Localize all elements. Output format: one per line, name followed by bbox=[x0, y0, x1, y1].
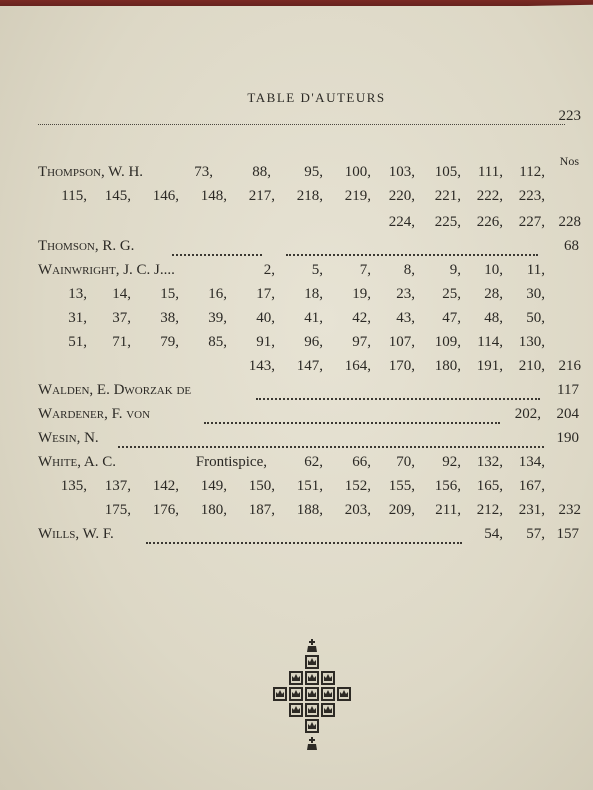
page-ref: 210, bbox=[518, 358, 545, 374]
page-ref: 130, bbox=[518, 334, 545, 350]
index-entry-wainwright-line-5 bbox=[0, 358, 593, 382]
page-ref: 95, bbox=[304, 164, 323, 180]
page-ref: 191, bbox=[476, 358, 503, 374]
page-ref: 39, bbox=[208, 310, 227, 326]
page-ref: 225, bbox=[434, 214, 461, 230]
page-ref: 202, bbox=[514, 406, 541, 422]
page-ref: 219, bbox=[344, 188, 371, 204]
page-ref: 137, bbox=[104, 478, 131, 494]
page-ref: 220, bbox=[388, 188, 415, 204]
index-entry-wainwright-line-1 bbox=[0, 262, 593, 286]
page-ref: 7, bbox=[359, 262, 371, 278]
page-ref: 143, bbox=[248, 358, 275, 374]
page-ref: 216 bbox=[558, 358, 581, 374]
leader-dots bbox=[286, 240, 538, 256]
index-entry-thompson-line-1 bbox=[0, 164, 593, 188]
page-ref: 51, bbox=[68, 334, 87, 350]
page-ref: 190 bbox=[556, 430, 579, 446]
page-ref: 222, bbox=[476, 188, 503, 204]
page-ref: 103, bbox=[388, 164, 415, 180]
page-ref: 109, bbox=[434, 334, 461, 350]
index-entry-white-line-3 bbox=[0, 502, 593, 526]
page-ref: 164, bbox=[344, 358, 371, 374]
index-entry-wills bbox=[0, 526, 593, 550]
page-ref: 170, bbox=[388, 358, 415, 374]
index-entry-wainwright-line-4 bbox=[0, 334, 593, 358]
page-ref: 2, bbox=[263, 262, 275, 278]
page-ref: 85, bbox=[208, 334, 227, 350]
page-ref: 96, bbox=[304, 334, 323, 350]
page-ref: 117 bbox=[557, 382, 579, 398]
page-ref: 228 bbox=[558, 214, 581, 230]
page-ref: 30, bbox=[526, 286, 545, 302]
nos-column-label: Nos bbox=[559, 154, 579, 168]
page-ref: 57, bbox=[526, 526, 545, 542]
leader-dots bbox=[256, 384, 540, 400]
page-ref: 10, bbox=[484, 262, 503, 278]
page-ref: 8, bbox=[403, 262, 415, 278]
index-entry-thompson-line-3 bbox=[0, 214, 593, 238]
leader-dots bbox=[146, 528, 462, 544]
index-entry-thomson bbox=[0, 238, 593, 262]
index-entry-wesin bbox=[0, 430, 593, 454]
page-ref: 107, bbox=[388, 334, 415, 350]
page-ref: 157 bbox=[556, 526, 579, 542]
page-ref: 145, bbox=[104, 188, 131, 204]
page-ref: 38, bbox=[160, 310, 179, 326]
page-ref: 227, bbox=[518, 214, 545, 230]
page-ref: 155, bbox=[388, 478, 415, 494]
page-ref: 217, bbox=[248, 188, 275, 204]
page-number: 223 bbox=[558, 108, 581, 124]
page-ref: 18, bbox=[304, 286, 323, 302]
author-name: Thompson, W. H. bbox=[38, 164, 144, 180]
page-ref: 11, bbox=[526, 262, 545, 278]
page-ref: 209, bbox=[388, 502, 415, 518]
page-ref: 231, bbox=[518, 502, 545, 518]
page-ref: 156, bbox=[434, 478, 461, 494]
page-ref: 232 bbox=[558, 502, 581, 518]
page-ref: 13, bbox=[68, 286, 87, 302]
page-ref: 218, bbox=[296, 188, 323, 204]
author-name: Wills, W. F. bbox=[38, 526, 114, 542]
page-ref: 50, bbox=[526, 310, 545, 326]
page-ref: 92, bbox=[442, 454, 461, 470]
page-ref: 187, bbox=[248, 502, 275, 518]
page-ref: 40, bbox=[256, 310, 275, 326]
page-ref: 43, bbox=[396, 310, 415, 326]
page-ref: 147, bbox=[296, 358, 323, 374]
page-ref: 66, bbox=[352, 454, 371, 470]
page-ref: 180, bbox=[434, 358, 461, 374]
index-entry-white-line-2 bbox=[0, 478, 593, 502]
book-page bbox=[0, 6, 593, 790]
page-ref: 203, bbox=[344, 502, 371, 518]
page-ref: 180, bbox=[200, 502, 227, 518]
index-entry-white-line-1 bbox=[0, 454, 593, 478]
page-ref: 212, bbox=[476, 502, 503, 518]
page-ref: 175, bbox=[104, 502, 131, 518]
author-name: Thomson, R. G. bbox=[38, 238, 135, 254]
page-ref: 15, bbox=[160, 286, 179, 302]
page-ref: 150, bbox=[248, 478, 275, 494]
page-ref: 68 bbox=[564, 238, 579, 254]
page-ref: 31, bbox=[68, 310, 87, 326]
page-ref: 188, bbox=[296, 502, 323, 518]
page-ref: 132, bbox=[476, 454, 503, 470]
page-ref: 70, bbox=[396, 454, 415, 470]
index-entry-thompson-line-2 bbox=[0, 188, 593, 212]
page-ref: 79, bbox=[160, 334, 179, 350]
leader-dots bbox=[118, 432, 544, 448]
page-ref: 105, bbox=[434, 164, 461, 180]
index-entry-wardener bbox=[0, 406, 593, 430]
author-name: Wesin, N. bbox=[38, 430, 99, 446]
page-ref: 223, bbox=[518, 188, 545, 204]
page-ref: 17, bbox=[256, 286, 275, 302]
page-ref: 115, bbox=[61, 188, 87, 204]
page-ref: 97, bbox=[352, 334, 371, 350]
page-ref: 224, bbox=[388, 214, 415, 230]
page-ref: 135, bbox=[60, 478, 87, 494]
page-ref: Frontispice, bbox=[195, 454, 267, 470]
header-rule bbox=[38, 124, 565, 125]
index-entry-wainwright-line-2 bbox=[0, 286, 593, 310]
author-name: Walden, E. Dworzak de bbox=[38, 382, 192, 398]
page-ref: 14, bbox=[112, 286, 131, 302]
page-ref: 19, bbox=[352, 286, 371, 302]
page-ref: 41, bbox=[304, 310, 323, 326]
page-ref: 28, bbox=[484, 286, 503, 302]
author-name: Wainwright, J. C. J.... bbox=[38, 262, 175, 278]
page-ref: 73, bbox=[194, 164, 213, 180]
page-ref: 37, bbox=[112, 310, 131, 326]
page-ref: 91, bbox=[256, 334, 275, 350]
page-ref: 88, bbox=[252, 164, 271, 180]
page-title: TABLE D'AUTEURS bbox=[247, 90, 386, 105]
leader-dots bbox=[172, 240, 262, 256]
page-ref: 62, bbox=[304, 454, 323, 470]
author-name: Wardener, F. von bbox=[38, 406, 151, 422]
index-entry-walden bbox=[0, 382, 593, 406]
chess-king-ornament bbox=[270, 638, 354, 760]
page-ref: 114, bbox=[477, 334, 503, 350]
page-ref: 111, bbox=[477, 164, 503, 180]
page-ref: 16, bbox=[208, 286, 227, 302]
page-ref: 71, bbox=[112, 334, 131, 350]
page-ref: 9, bbox=[449, 262, 461, 278]
page-ref: 5, bbox=[311, 262, 323, 278]
page-ref: 148, bbox=[200, 188, 227, 204]
page-ref: 134, bbox=[518, 454, 545, 470]
page-ref: 165, bbox=[476, 478, 503, 494]
page-ref: 48, bbox=[484, 310, 503, 326]
page-ref: 176, bbox=[152, 502, 179, 518]
page-ref: 47, bbox=[442, 310, 461, 326]
author-name: White, A. C. bbox=[38, 454, 116, 470]
page-ref: 211, bbox=[435, 502, 461, 518]
page-ref: 221, bbox=[434, 188, 461, 204]
page-ref: 54, bbox=[484, 526, 503, 542]
page-ref: 142, bbox=[152, 478, 179, 494]
leader-dots bbox=[204, 408, 500, 424]
page-ref: 149, bbox=[200, 478, 227, 494]
page-ref: 226, bbox=[476, 214, 503, 230]
page-ref: 151, bbox=[296, 478, 323, 494]
index-entry-wainwright-line-3 bbox=[0, 310, 593, 334]
page-ref: 204 bbox=[556, 406, 579, 422]
page-ref: 25, bbox=[442, 286, 461, 302]
page-ref: 42, bbox=[352, 310, 371, 326]
page-ref: 152, bbox=[344, 478, 371, 494]
page-ref: 112, bbox=[519, 164, 545, 180]
page-ref: 23, bbox=[396, 286, 415, 302]
page-ref: 146, bbox=[152, 188, 179, 204]
page-ref: 100, bbox=[344, 164, 371, 180]
page-ref: 167, bbox=[518, 478, 545, 494]
